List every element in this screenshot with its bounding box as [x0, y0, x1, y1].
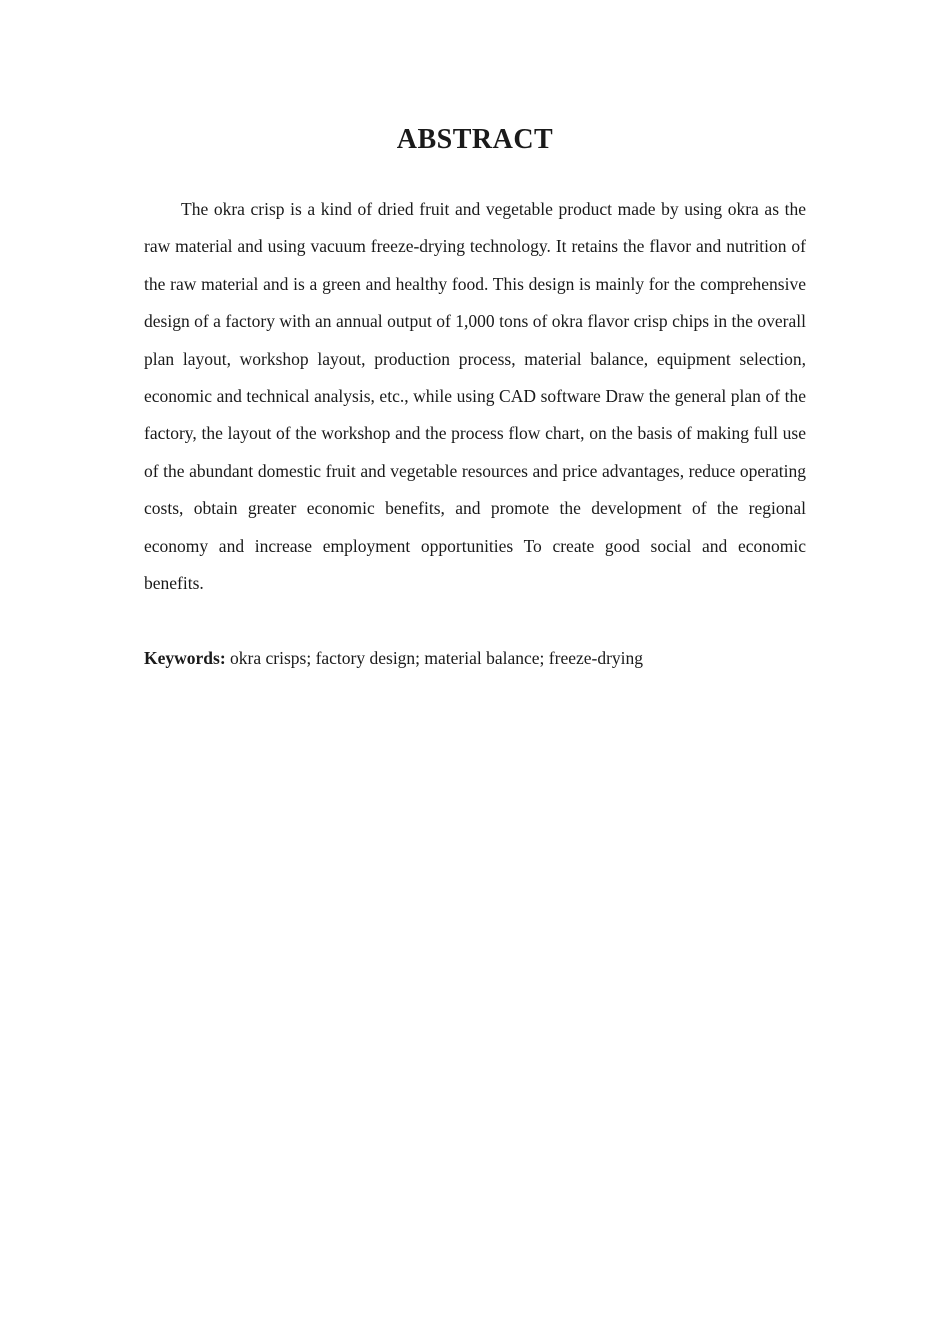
keywords-label: Keywords:: [144, 648, 226, 668]
abstract-paragraph: The okra crisp is a kind of dried fruit and vegetable product made by using okra as the raw material and using vacuum freeze-drying technology. It retains the flavor and nutrition of the raw material and is a green and healthy food. This design is mainly for the comprehensive design of a factory with an annual output of 1,000 tons of okra flavor crisp chips in the overall plan layout, workshop layout, production process, material balance, equipment selection, economic and technical analysis, etc., while using CAD software Draw the general plan of the factory, the layout of the workshop and the process flow chart, on the basis of making full use of the abundant domestic fruit and vegetable resources and price advantages, reduce operating costs, obtain greater economic benefits, and promote the development of the regional economy and increase employment opportunities To create good social and economic benefits.: [144, 199, 806, 594]
abstract-title: ABSTRACT: [396, 124, 554, 155]
keywords-line: [144, 640, 806, 677]
keywords-text: okra crisps; factory design; material balance; freeze-drying: [230, 648, 644, 668]
